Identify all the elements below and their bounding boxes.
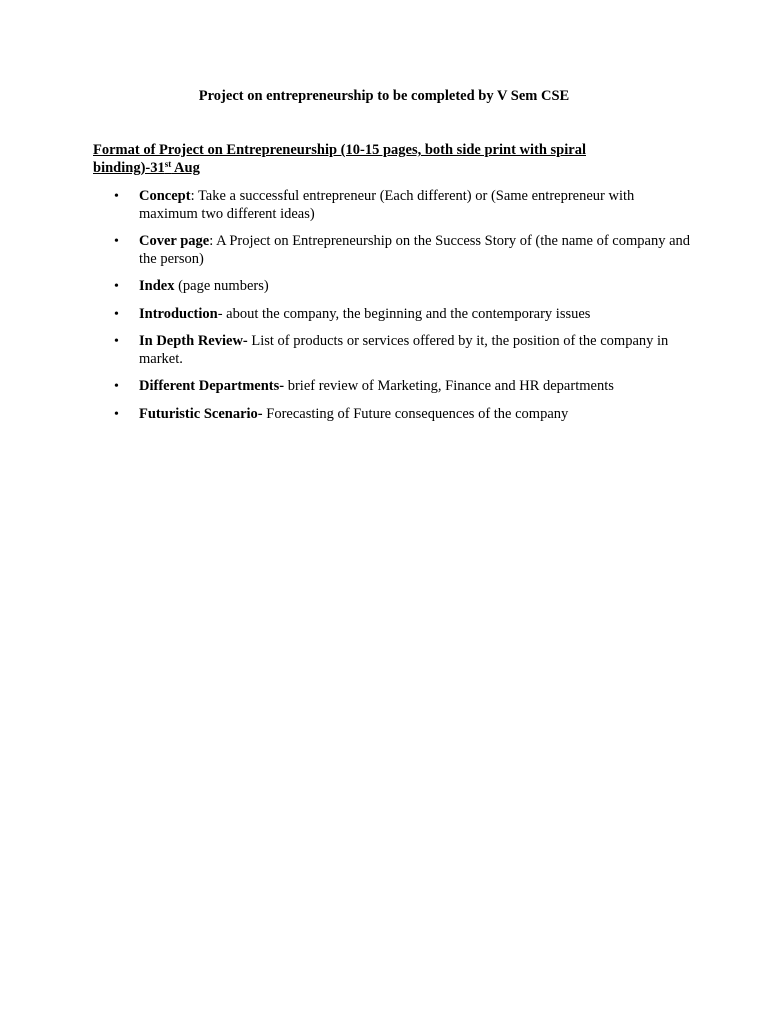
list-item-text: Forecasting of Future consequences of the company [262, 405, 569, 422]
format-heading [93, 142, 653, 177]
bullet-icon: • [114, 334, 119, 349]
list-item-text: : Take a successful entrepreneur (Each different) or (Same entrepreneur with maximum two different ideas) [139, 188, 635, 222]
list-item-term: Concept [139, 188, 191, 204]
format-heading-suffix: Aug [171, 159, 200, 176]
list-item-term: Different Departments- [139, 378, 285, 394]
list-item-cover-page [114, 233, 694, 268]
bullet-icon: • [114, 306, 119, 322]
list-item-text: (page numbers) [174, 278, 269, 294]
list-item-futuristic-scenario [114, 406, 694, 424]
list-item-concept [114, 188, 694, 223]
list-item-term: In Depth Review- [139, 333, 248, 349]
list-item-term: Cover page [139, 233, 210, 249]
list-item-term: Futuristic Scenario- [139, 405, 263, 422]
list-item-text: : A Project on Entrepreneurship on the Success Story of (the name of company and the person) [139, 233, 691, 267]
bullet-icon: • [114, 406, 119, 422]
list-item-text: List of products or services offered by it, the position of the company in market. [139, 333, 669, 367]
list-item-term: Introduction [139, 305, 218, 322]
format-heading-main: Format of Project on Entrepreneurship (10-15 pages, both side print with spiral binding)-31 [93, 142, 586, 176]
format-heading-superscript: st [164, 158, 172, 169]
bullet-icon: • [114, 234, 119, 249]
list-item-text: - about the company, the beginning and the contemporary issues [217, 305, 591, 322]
bullet-icon: • [114, 189, 119, 204]
list-item-text: brief review of Marketing, Finance and HR departments [284, 378, 614, 394]
project-format-list [114, 188, 694, 433]
list-item-different-departments [114, 378, 694, 396]
bullet-icon: • [114, 379, 119, 394]
list-item-in-depth-review [114, 333, 694, 368]
list-item-index [114, 278, 694, 296]
document-title: Project on entrepreneurship to be completed by V Sem CSE [198, 88, 570, 104]
list-item-term: Index [139, 278, 175, 294]
bullet-icon: • [114, 279, 119, 294]
list-item-introduction [114, 306, 694, 324]
